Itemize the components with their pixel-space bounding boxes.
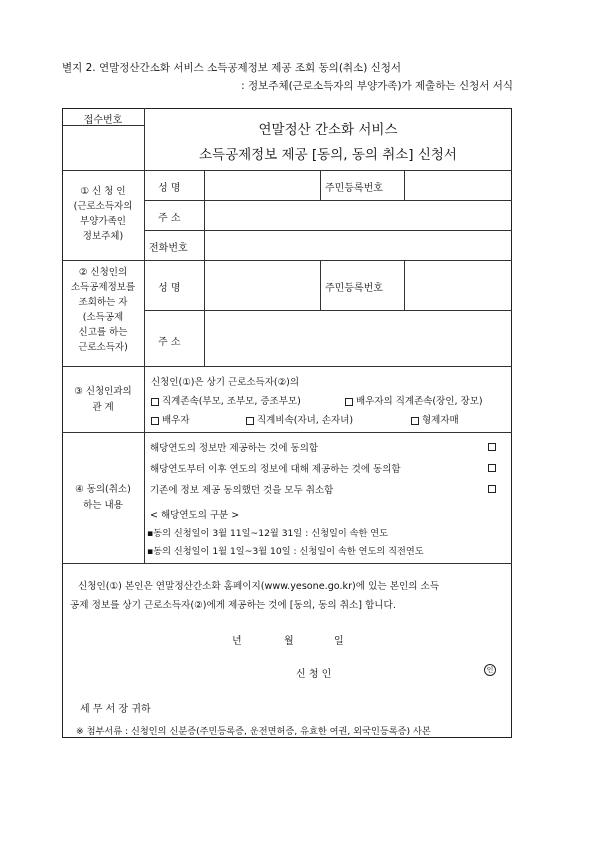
declaration-line1: 신청인(①) 본인은 연말정산간소화 홈페이지(www.yesone.go.kr)에 있는 본인의 소득 — [78, 581, 440, 592]
relation-option-label: 직계존속(부모, 조부모, 증조부모) — [162, 396, 301, 407]
receipt-number-label: 접수번호 — [83, 115, 123, 126]
signer-label: 신 청 인 — [296, 669, 332, 680]
date-year-label: 년 — [232, 636, 242, 647]
checkbox[interactable] — [246, 417, 254, 425]
consent-option-current-year: 해당연도의 정보만 제공하는 것에 동의함 — [150, 443, 319, 454]
relation-option-direct-ascendant[interactable] — [151, 393, 301, 407]
applicant-address-field[interactable] — [205, 201, 511, 229]
date-month-label: 월 — [284, 636, 294, 647]
form-subtitle: : 정보주체(근로소득자의 부양가족)가 제출하는 신청서 서식 — [241, 80, 513, 92]
divider — [62, 432, 512, 433]
applicant-section-line: ① 신 청 인 — [80, 186, 126, 197]
relation-option-label: 직계비속(자녀, 손자녀) — [257, 415, 354, 426]
relation-option-label: 형제자매 — [422, 415, 459, 426]
consent-option-future-years-checkbox[interactable] — [488, 464, 496, 472]
divider — [320, 170, 321, 200]
applicant-section-label — [62, 184, 144, 244]
applicant-phone-field[interactable] — [205, 231, 511, 259]
viewer-address-label: 주 소 — [158, 337, 181, 348]
consent-option-current-year-checkbox[interactable] — [488, 443, 496, 451]
declaration-line2: 공제 정보를 상기 근로소득자(②)에게 제공하는 것에 [동의, 동의 취소] 합니다. — [70, 600, 396, 611]
relation-option-label: 배우자 — [162, 415, 190, 426]
consent-section-line: ④ 동의(취소) — [75, 484, 131, 495]
consent-option-future-years: 해당연도부터 이후 연도의 정보에 대해 제공하는 것에 동의함 — [150, 464, 401, 475]
attachment-note: ※ 첨부서류 : 신청인의 신분증(주민등록증, 운전면허증, 유효한 여권, 외국인등록증) 사본 — [76, 726, 431, 737]
divider — [62, 366, 512, 367]
applicant-rrn-label: 주민등록번호 — [325, 183, 383, 194]
date-day-label: 일 — [334, 636, 344, 647]
relation-option-sibling[interactable] — [411, 412, 459, 426]
viewer-section-line: 소득공제정보를 — [70, 282, 136, 293]
form-title-line1: 연말정산 간소화 서비스 — [258, 122, 398, 138]
consent-option-cancel-all: 기존에 정보 제공 동의했던 것을 모두 취소함 — [150, 485, 334, 496]
viewer-section-line: 근로소득자) — [78, 342, 128, 353]
viewer-name-field[interactable] — [205, 261, 319, 309]
viewer-section-line: 신고를 하는 — [78, 327, 128, 338]
year-definition-note: ▪동의 신청일이 3월 11일~12월 31일 : 신청일이 속한 연도 — [147, 528, 389, 539]
year-definition-title: < 해당연도의 구분 > — [150, 510, 240, 521]
form-number-title: 별지 2. 연말정산간소화 서비스 소득공제정보 제공 조회 동의(취소) 신청서 — [62, 62, 402, 74]
relation-option-spouse[interactable] — [151, 412, 190, 426]
viewer-section-line: ② 신청인의 — [78, 267, 128, 278]
divider — [62, 563, 512, 564]
applicant-section-line: 정보주체) — [82, 231, 124, 242]
relation-section-line: ③ 신청인과의 — [74, 386, 132, 397]
viewer-section-line: (소득공제 — [82, 312, 124, 323]
applicant-name-label: 성 명 — [158, 183, 181, 194]
viewer-section-label — [62, 265, 144, 355]
relation-section-label — [62, 384, 144, 416]
consent-section-label — [62, 482, 144, 514]
relation-option-descendant[interactable] — [246, 412, 353, 426]
applicant-phone-label: 전화번호 — [149, 243, 188, 254]
checkbox[interactable] — [151, 398, 159, 406]
applicant-section-line: 부양가족인 — [80, 216, 126, 227]
form-title-line2: 소득공제정보 제공 [동의, 동의 취소] 신청서 — [199, 147, 457, 163]
relation-option-label: 배우자의 직계존속(장인, 장모) — [356, 396, 483, 407]
year-definition-note: ▪동의 신청일이 1월 1일~3월 10일 : 신청일이 속한 연도의 직전연도 — [147, 546, 424, 557]
seal-mark: 인 — [484, 664, 496, 676]
consent-option-cancel-all-checkbox[interactable] — [488, 485, 496, 493]
divider — [320, 260, 321, 310]
viewer-rrn-field[interactable] — [405, 261, 511, 309]
applicant-address-label: 주 소 — [158, 213, 181, 224]
checkbox[interactable] — [345, 398, 353, 406]
applicant-name-field[interactable] — [205, 171, 319, 199]
recipient-label: 세 무 서 장 귀하 — [80, 704, 151, 715]
relation-intro: 신청인(①)은 상기 근로소득자(②)의 — [151, 377, 300, 388]
relation-option-spouse-ascendant[interactable] — [345, 393, 483, 407]
checkbox[interactable] — [411, 417, 419, 425]
viewer-rrn-label: 주민등록번호 — [325, 283, 383, 294]
consent-section-line: 하는 내용 — [83, 500, 123, 511]
viewer-address-field[interactable] — [205, 311, 511, 365]
relation-section-line: 관 계 — [92, 402, 114, 413]
viewer-section-line: 조회하는 자 — [78, 297, 128, 308]
applicant-section-line: (근로소득자의 — [73, 201, 133, 212]
applicant-rrn-field[interactable] — [405, 171, 511, 199]
viewer-name-label: 성 명 — [158, 283, 181, 294]
divider — [144, 108, 145, 563]
checkbox[interactable] — [151, 417, 159, 425]
